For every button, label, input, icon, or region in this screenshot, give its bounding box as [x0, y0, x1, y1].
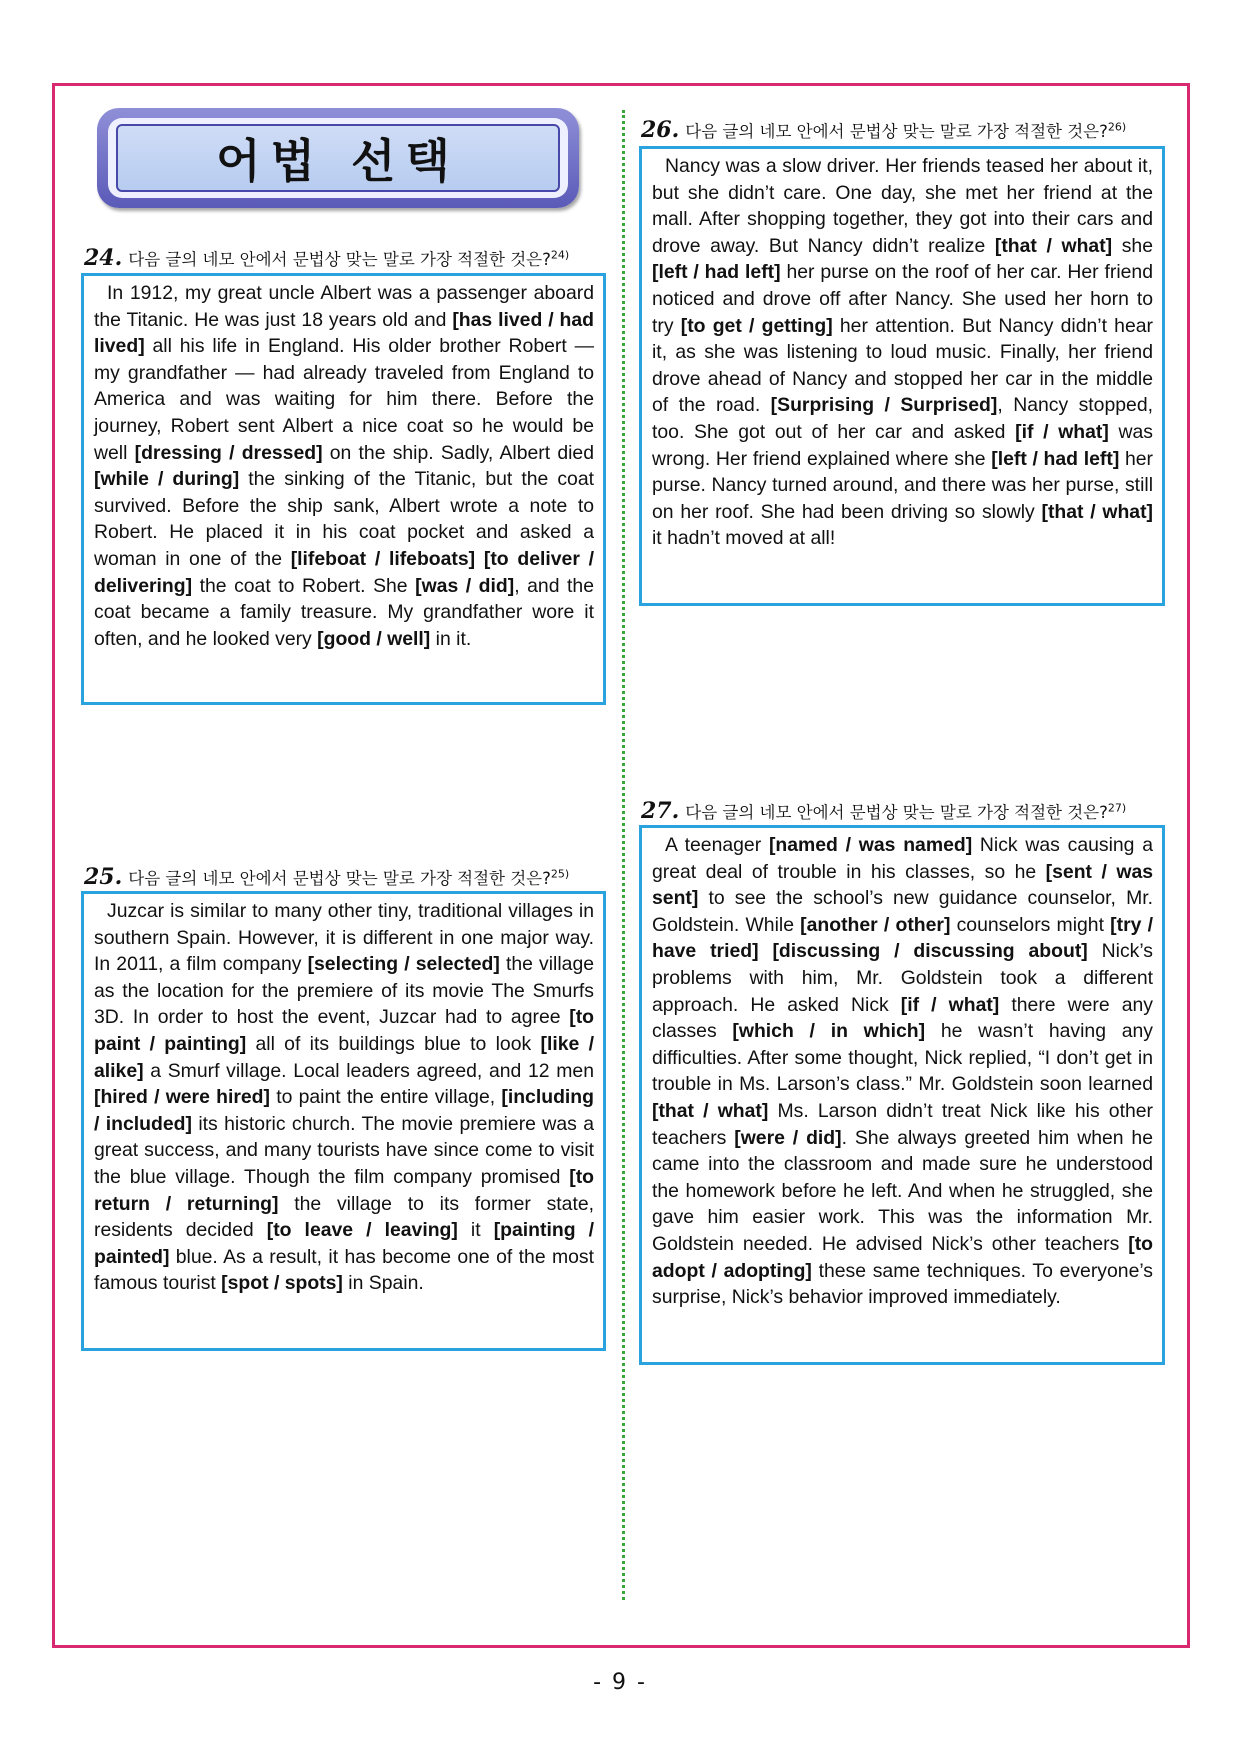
- question-prompt: 다음 글의 네모 안에서 문법상 맞는 말로 가장 적절한 것은?: [685, 803, 1108, 822]
- answer-choice: [sent / was sent]: [652, 860, 1154, 910]
- question-number: 26.: [641, 117, 680, 143]
- question-footnote-ref: 24): [550, 248, 570, 262]
- question-number: 24.: [84, 245, 123, 271]
- question-27-passage: [639, 825, 1165, 1365]
- section-title-badge: [97, 108, 579, 208]
- question-26-header: [641, 117, 1126, 143]
- answer-choice: [left / had left]: [652, 261, 781, 284]
- answer-choice: [while / during]: [94, 468, 240, 491]
- passage-text: A teenager [named / was named] Nick was causing a great deal of trouble in his classes, so he [sent / was sent] to see the school’s new guidance counselor, Mr. Goldstein. While [another / other] counselors might [try / have tried] [discussing / discussing about] Nick’s problems with him, Mr. Goldstein took a different approach. He asked Nick [if / what] there were any classes [which / in which] he wasn’t having any difficulties. After some thought, Nick replied, “I don’t get in trouble in Ms. Larson’s class.” Mr. Goldstein soon learned [that / what] Ms. Larson didn’t treat Nick like his other teachers [were / did]. She always greeted him when he came into the classroom and made sure he understood the homework before he left. And when he struggled, she gave him easier work. This was the information Mr. Goldstein needed. He advised Nick’s other teachers [to adopt / adopting] these same techniques. To everyone’s surprise, Nick’s behavior improved immediately.: [652, 834, 1154, 1309]
- answer-choice: [to return / returning]: [94, 1165, 594, 1215]
- title-box: [116, 124, 560, 192]
- answer-choice: [spot / spots]: [221, 1272, 343, 1295]
- answer-choice: [that / what]: [994, 234, 1113, 257]
- answer-choice: [Surprising / Surprised]: [770, 394, 998, 417]
- section-title: 어법 선택: [216, 134, 460, 188]
- question-prompt: 다음 글의 네모 안에서 문법상 맞는 말로 가장 적절한 것은?: [128, 869, 551, 888]
- answer-choice: [named / was named]: [768, 834, 973, 856]
- question-prompt: 다음 글의 네모 안에서 문법상 맞는 말로 가장 적절한 것은?: [128, 250, 551, 269]
- answer-choice: [to leave / leaving]: [266, 1219, 458, 1242]
- answer-choice: [that / what]: [652, 1099, 769, 1122]
- question-number: 25.: [84, 864, 123, 890]
- passage-text: Nancy was a slow driver. Her friends teased her about it, but she didn’t care. One day, she met her friend at the mall. After shopping together, they got into their cars and drove away. But Nancy didn’t realize [that / what] she [left / had left] her purse on the roof of her car. Her friend noticed and drove off after Nancy. She used her horn to try [to get / getting] her attention. But Nancy didn’t hear it, as she was listening to loud music. Finally, her friend drove ahead of Nancy and stopped her car in the middle of the road. [Surprising / Surprised], Nancy stopped, too. She got out of her car and asked [if / what] was wrong. Her friend explained where she [left / had left] her purse. Nancy turned around, and there was her purse, still on her roof. She had been driving so slowly [that / what] it hadn’t moved at all!: [652, 155, 1154, 550]
- question-25-passage: [81, 891, 606, 1351]
- answer-choice: [dressing / dressed]: [134, 441, 323, 464]
- answer-choice: [if / what]: [1015, 420, 1109, 443]
- column-divider: [622, 110, 625, 1600]
- title-badge-inner: [108, 118, 568, 198]
- answer-choice: [hired / were hired]: [94, 1086, 270, 1109]
- question-26-passage: [639, 146, 1165, 606]
- answer-choice: [discussing / discussing about]: [772, 940, 1088, 963]
- answer-choice: [to paint / painting]: [94, 1006, 594, 1055]
- answer-choice: [selecting / selected]: [307, 953, 500, 976]
- question-footnote-ref: 27): [1107, 801, 1127, 815]
- question-24-header: [84, 245, 569, 271]
- answer-choice: [to get / getting]: [680, 314, 833, 337]
- question-footnote-ref: 26): [1107, 120, 1127, 134]
- answer-choice: [were / did]: [734, 1126, 842, 1149]
- answer-choice: [has lived / had lived]: [94, 308, 594, 358]
- answer-choice: [like / alike]: [94, 1032, 594, 1082]
- question-footnote-ref: 25): [550, 867, 570, 881]
- answer-choice: [to deliver / delivering]: [94, 547, 594, 597]
- question-27-header: [641, 798, 1126, 824]
- answer-choice: [which / in which]: [732, 1020, 926, 1043]
- passage-text: In 1912, my great uncle Albert was a passenger aboard the Titanic. He was just 18 years old and [has lived / had lived] all his life in England. His older brother Robert — my grandfather — had already traveled from England to America and was waiting for him there. Before the journey, Robert sent Albert a nice coat so he would be well [dressing / dressed] on the ship. Sadly, Albert died [while / during] the sinking of the Titanic, but the coat survived. Before the ship sank, Albert wrote a note to Robert. He placed it in his coat pocket and asked a woman in one of the [lifeboat / lifeboats] [to deliver / delivering] the coat to Robert. She [was / did], and the coat became a family treasure. My grandfather wore it often, and he looked very [good / well] in it.: [94, 282, 595, 650]
- answer-choice: [lifeboat / lifeboats]: [290, 547, 476, 570]
- answer-choice: [painting / painted]: [94, 1219, 594, 1268]
- answer-choice: [try / have tried]: [652, 913, 1153, 963]
- question-25-header: [84, 864, 569, 890]
- question-number: 27.: [641, 798, 680, 824]
- answer-choice: [to adopt / adopting]: [652, 1232, 1153, 1282]
- answer-choice: [left / had left]: [991, 447, 1120, 470]
- passage-text: Juzcar is similar to many other tiny, traditional villages in southern Spain. However, it is different in one major way. In 2011, a film company [selecting / selected] the village as the location for the premiere of its movie The Smurfs 3D. In order to host the event, Juzcar had to agree [to paint / painting] all of its buildings blue to look [like / alike] a Smurf village. Local leaders agreed, and 12 men [hired / were hired] to paint the entire village, [including / included] its historic church. The movie premiere was a great success, and many tourists have since come to visit the blue village. Though the film company promised [to return / returning] the village to its former state, residents decided [to leave / leaving] it [painting / painted] blue. As a result, it has become one of the most famous tourist [spot / spots] in Spain.: [94, 900, 595, 1295]
- answer-choice: [if / what]: [900, 993, 1000, 1016]
- answer-choice: [including / included]: [94, 1086, 594, 1135]
- answer-choice: [that / what]: [1041, 500, 1154, 523]
- answer-choice: [good / well]: [317, 627, 431, 650]
- answer-choice: [was / did]: [415, 574, 515, 597]
- answer-choice: [another / other]: [800, 913, 951, 936]
- question-24-passage: [81, 273, 606, 705]
- page-number: - 9 -: [593, 1670, 647, 1695]
- question-prompt: 다음 글의 네모 안에서 문법상 맞는 말로 가장 적절한 것은?: [685, 122, 1108, 141]
